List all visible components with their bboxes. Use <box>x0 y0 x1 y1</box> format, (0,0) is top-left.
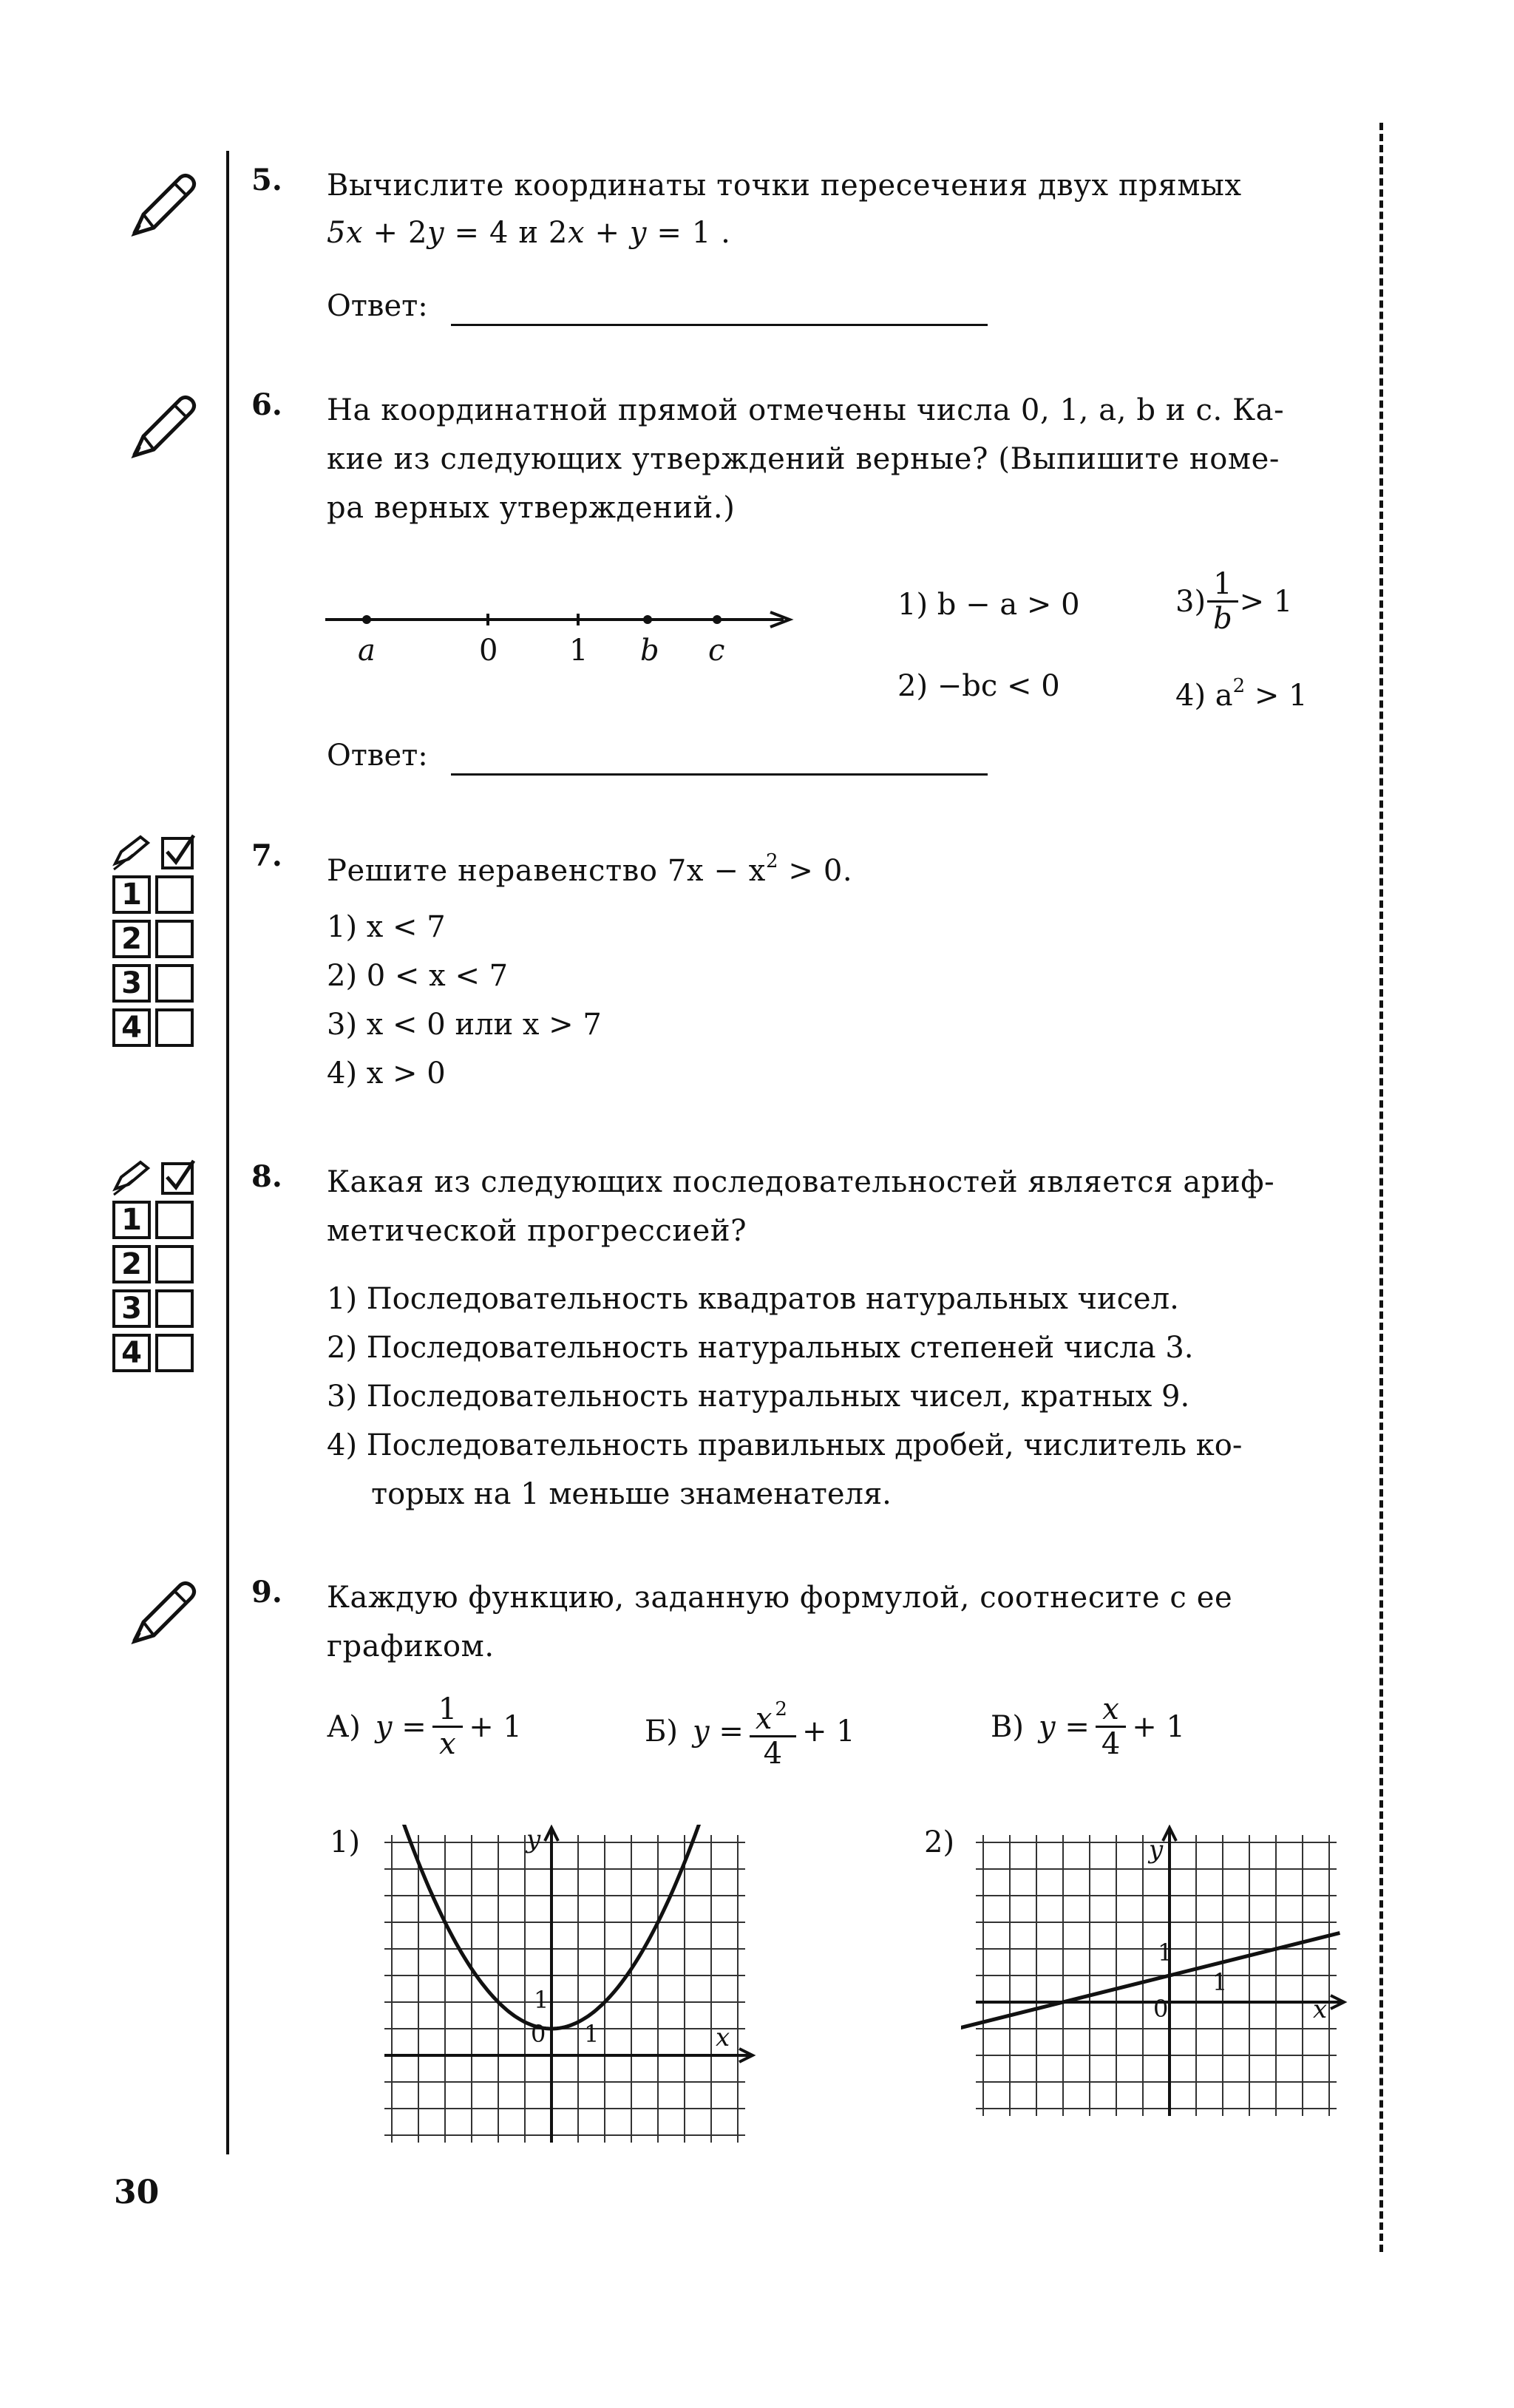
answer-checkbox-2[interactable] <box>155 920 194 958</box>
graph1-label: 1) <box>330 1825 361 1859</box>
page-number: 30 <box>114 2174 160 2211</box>
answer-checkbox-4[interactable] <box>155 1008 194 1047</box>
task6-option-4-rest: > 1 <box>1254 679 1308 713</box>
number-line <box>325 594 798 679</box>
task5-line1: Вычислите координаты точки пересечения двух прямых <box>327 169 1242 203</box>
axis-label-1: 1 <box>569 634 588 668</box>
box-number-4: 4 <box>112 1008 151 1047</box>
task9-line1: Каждую функцию, заданную формулой, соотнесите с ее <box>327 1581 1233 1615</box>
graph2-x-label: x <box>1313 1995 1328 2024</box>
task7-option-3: 3) x < 0 или x > 7 <box>327 1008 602 1042</box>
task8-option-4: 4) Последовательность правильных дробей, числитель ко- <box>327 1428 1243 1462</box>
formula-b-label: Б) <box>645 1715 678 1749</box>
formula-c-fraction <box>1099 1693 1123 1760</box>
task6-answer-label: Ответ: <box>327 739 428 773</box>
task6-answer-field[interactable] <box>451 736 988 776</box>
box-number-2: 2 <box>112 1245 151 1283</box>
fraction-numerator: 1 <box>1213 567 1232 601</box>
formula-b-rest: + 1 <box>801 1715 855 1749</box>
task8-line2: метической прогрессией? <box>327 1214 747 1248</box>
task6-option-2: 2) −bc < 0 <box>897 669 1060 703</box>
graph1-zero-label: 0 <box>531 2020 546 2048</box>
task9-number: 9. <box>251 1575 282 1610</box>
task8-option-2: 2) Последовательность натуральных степеней числа 3. <box>327 1331 1194 1365</box>
graph2-zero-label: 0 <box>1153 1995 1169 2023</box>
task6-option-3-fraction <box>1210 568 1235 635</box>
task7-stem-suffix: > 0. <box>778 854 853 888</box>
task6-line1: На координатной прямой отмечены числа 0, 1, a, b и c. Ка- <box>327 393 1285 427</box>
formula-c-label: В) <box>991 1709 1024 1744</box>
axis-label-a: a <box>358 634 376 668</box>
task6-option-4 <box>1175 662 1308 719</box>
box-number-1: 1 <box>112 875 151 914</box>
graph1 <box>377 1825 761 2153</box>
task7-answer-boxes <box>112 875 194 1047</box>
task7-number: 7. <box>251 838 282 873</box>
fraction-denominator: b <box>1213 602 1232 636</box>
graph2-y-label: y <box>1149 1835 1164 1865</box>
graph2-plot <box>961 1825 1360 2120</box>
graph2-label: 2) <box>924 1825 955 1859</box>
axis-label-c: c <box>708 634 725 668</box>
formula-c <box>991 1693 1185 1760</box>
task5-answer-label: Ответ: <box>327 289 428 323</box>
task6-option-4-sup: 2 <box>1232 675 1246 697</box>
answer-checkbox-3[interactable] <box>155 964 194 1003</box>
task8-number: 8. <box>251 1159 282 1194</box>
box-number-1: 1 <box>112 1201 151 1239</box>
formula-a-rest: + 1 <box>469 1709 522 1744</box>
answer-checkbox-1[interactable] <box>155 875 194 914</box>
task9-line2: графиком. <box>327 1629 495 1663</box>
task7-stem-prefix: Решите неравенство 7x − x <box>327 854 766 888</box>
task7-stem-sup: 2 <box>765 850 779 872</box>
task8-option-4-cont: торых на 1 меньше знаменателя. <box>371 1477 892 1511</box>
answer-checkbox-3[interactable] <box>155 1289 194 1328</box>
task7-stem <box>327 837 852 895</box>
fraction-numerator: 1 <box>438 1692 458 1726</box>
task6-option-3-label: 3) <box>1175 584 1206 619</box>
box-number-2: 2 <box>112 920 151 958</box>
graph1-y1-label: 1 <box>534 1986 549 2014</box>
formula-c-rest: + 1 <box>1132 1709 1185 1744</box>
task6-option-4-label: 4) a <box>1175 679 1233 713</box>
formula-a <box>327 1693 522 1760</box>
formula-b-num-sup: 2 <box>775 1698 787 1720</box>
fraction-numerator: x <box>1102 1692 1119 1726</box>
task5-line2: 5x + 2y = 4 и 2x + y = 1 . <box>327 216 731 250</box>
graph2-y1-label: 1 <box>1158 1939 1173 1967</box>
formula-a-lhs: y = <box>375 1709 427 1744</box>
answer-checkbox-1[interactable] <box>155 1201 194 1239</box>
task8-option-1: 1) Последовательность квадратов натуральных чисел. <box>327 1282 1179 1316</box>
task7-option-1: 1) x < 7 <box>327 910 446 944</box>
box-number-4: 4 <box>112 1334 151 1372</box>
cut-line <box>1379 123 1383 2252</box>
task7-option-4: 4) x > 0 <box>327 1057 446 1091</box>
graph2 <box>961 1825 1360 2123</box>
formula-a-label: А) <box>327 1709 361 1744</box>
formula-b-num: x <box>755 1702 773 1736</box>
graph1-y-label: y <box>526 1825 541 1854</box>
task6-line2: кие из следующих утверждений верные? (Выпишите номе- <box>327 442 1280 476</box>
fraction-numerator <box>753 1693 793 1735</box>
check-answer-icon <box>111 1158 200 1202</box>
answer-checkbox-4[interactable] <box>155 1334 194 1372</box>
graph1-x-label: x <box>716 2023 730 2052</box>
formula-b <box>645 1693 855 1770</box>
graph1-x1-label: 1 <box>584 2020 600 2048</box>
pen-icon <box>127 169 201 245</box>
answer-checkbox-2[interactable] <box>155 1245 194 1283</box>
axis-label-0: 0 <box>479 634 498 668</box>
graph1-plot <box>377 1825 761 2150</box>
task6-option-1: 1) b − a > 0 <box>897 588 1080 622</box>
formula-a-fraction <box>435 1693 460 1760</box>
formula-c-lhs: y = <box>1039 1709 1090 1744</box>
task8-answer-boxes <box>112 1201 194 1372</box>
task8-option-3: 3) Последовательность натуральных чисел, кратных 9. <box>327 1380 1190 1414</box>
task5-number: 5. <box>251 163 282 197</box>
pen-icon <box>127 390 201 467</box>
margin-rule <box>226 151 229 2154</box>
task8-line1: Какая из следующих последовательностей является ариф- <box>327 1165 1275 1199</box>
pen-icon <box>127 1576 201 1653</box>
task6-option-3 <box>1175 568 1292 635</box>
axis-label-b: b <box>640 634 659 668</box>
task7-option-2: 2) 0 < x < 7 <box>327 959 509 993</box>
formula-b-lhs: y = <box>693 1715 744 1749</box>
task6-option-3-rest: > 1 <box>1239 584 1293 619</box>
graph2-x1-label: 1 <box>1212 1968 1228 1996</box>
box-number-3: 3 <box>112 1289 151 1328</box>
task6-number: 6. <box>251 387 282 422</box>
task5-answer-field[interactable] <box>451 287 988 326</box>
linear-graph-line <box>961 1933 1340 2031</box>
formula-b-fraction <box>753 1693 793 1770</box>
fraction-denominator: 4 <box>1101 1727 1121 1761</box>
check-answer-icon <box>111 832 200 877</box>
fraction-denominator: x <box>439 1727 456 1761</box>
box-number-3: 3 <box>112 964 151 1003</box>
task6-line3: ра верных утверждений.) <box>327 491 736 525</box>
fraction-denominator: 4 <box>763 1737 783 1771</box>
